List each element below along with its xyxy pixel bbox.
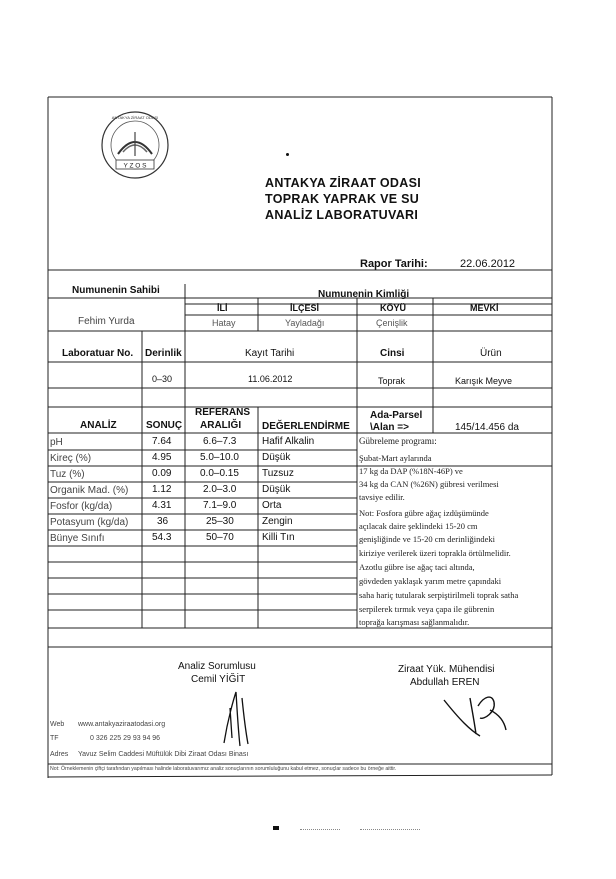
fert-line: tavsiye edilir. bbox=[359, 492, 405, 502]
col-ref-line2: ARALIĞI bbox=[200, 420, 242, 431]
village-value: Çenişlik bbox=[376, 318, 408, 328]
parcel-label-2: \Alan => bbox=[370, 422, 409, 433]
identity-header: Numunenin Kimliği bbox=[318, 289, 410, 300]
fert-line: 34 kg da CAN (%26N) gübresi verilmesi bbox=[359, 479, 499, 489]
seal-top-text: ANTAKYA ZİRAAT ODASI bbox=[111, 115, 159, 120]
row-name: Tuz (%) bbox=[50, 469, 85, 480]
title-line-1: ANTAKYA ZİRAAT ODASI bbox=[265, 176, 421, 190]
speck bbox=[286, 153, 289, 156]
col-record-date: Kayıt Tarihi bbox=[245, 348, 295, 359]
row-eval: Orta bbox=[262, 500, 282, 511]
col-village: KÖYÜ bbox=[380, 303, 407, 313]
fert-line: saha hariç tutularak serpiştirilmeli toprak satha bbox=[359, 590, 519, 600]
row-name: Organik Mad. (%) bbox=[50, 485, 129, 496]
fert-line: Not: Fosfora gübre ağaç izdüşümünde bbox=[359, 508, 489, 518]
tel-label: TF bbox=[50, 735, 59, 742]
row-name: Fosfor (kg/da) bbox=[50, 501, 113, 512]
fert-line: gövdeden yaklaşık yarım metre çapındaki bbox=[359, 576, 502, 586]
responsible-name: Cemil YİĞİT bbox=[191, 674, 246, 685]
row-name: Kireç (%) bbox=[50, 453, 92, 464]
disclaimer: Not: Örneklemenin çiftçi tarafından yapılması halinde laboratuvarımız analiz sonuçlarının sorumluluğunu kabul etmez, sonuçlar sadece bu örneğe aittir. bbox=[50, 766, 397, 772]
parcel-value: 145/14.456 da bbox=[455, 422, 519, 433]
row-name: Bünye Sınıfı bbox=[50, 533, 105, 544]
type-value: Toprak bbox=[378, 376, 406, 386]
row-ref: 50–70 bbox=[206, 532, 234, 543]
record-date-value: 11.06.2012 bbox=[248, 374, 293, 384]
col-lab-no: Laboratuar No. bbox=[62, 348, 134, 359]
address-value: Yavuz Selim Caddesi Müftülük Dibi Ziraat Odası Binası bbox=[78, 751, 249, 758]
report-date-label: Rapor Tarihi: bbox=[360, 258, 428, 270]
row-result: 4.31 bbox=[152, 500, 172, 511]
row-result: 54.3 bbox=[152, 532, 172, 543]
col-province: İLİ bbox=[217, 303, 228, 313]
product-value: Karışık Meyve bbox=[455, 376, 513, 386]
row-result: 36 bbox=[157, 516, 169, 527]
fert-line: toprağa karışması sağlanmalıdır. bbox=[359, 617, 470, 627]
col-eval: DEĞERLENDİRME bbox=[262, 421, 350, 432]
row-eval: Tuzsuz bbox=[262, 468, 294, 479]
speck bbox=[300, 829, 340, 831]
speck bbox=[273, 826, 279, 830]
col-result: SONUÇ bbox=[146, 420, 183, 431]
row-result: 7.64 bbox=[152, 436, 172, 447]
responsible-title: Analiz Sorumlusu bbox=[178, 661, 256, 672]
col-location: MEVKİ bbox=[470, 303, 499, 313]
fert-line: serpilerek tırmık veya çapa ile gübrenin bbox=[359, 604, 495, 614]
col-type: Cinsi bbox=[380, 348, 405, 359]
engineer-name: Abdullah EREN bbox=[410, 677, 480, 688]
report-date: 22.06.2012 bbox=[460, 258, 516, 270]
col-ref-line1: REFERANS bbox=[195, 407, 251, 418]
row-eval: Killi Tın bbox=[262, 532, 295, 543]
row-eval: Hafif Alkalin bbox=[262, 436, 315, 447]
col-district: İLÇESİ bbox=[290, 303, 320, 313]
row-ref: 0.0–0.15 bbox=[200, 468, 239, 479]
row-eval: Zengin bbox=[262, 516, 293, 527]
seal-bottom-text: Y Z O S bbox=[123, 162, 147, 170]
fert-line: 17 kg da DAP (%18N-46P) ve bbox=[359, 466, 463, 476]
depth-value: 0–30 bbox=[152, 374, 173, 384]
row-ref: 25–30 bbox=[206, 516, 234, 527]
row-result: 4.95 bbox=[152, 452, 172, 463]
province-value: Hatay bbox=[212, 318, 236, 328]
signature-responsible bbox=[216, 688, 256, 748]
fert-line: genişliğinde ve 15-20 cm derinliğindeki bbox=[359, 534, 495, 544]
fert-title: Gübreleme programı: bbox=[359, 436, 437, 446]
row-name: pH bbox=[50, 437, 63, 448]
row-result: 0.09 bbox=[152, 468, 172, 479]
signature-engineer bbox=[440, 690, 510, 740]
row-ref: 6.6–7.3 bbox=[203, 436, 237, 447]
col-analysis: ANALİZ bbox=[80, 420, 117, 431]
col-product: Ürün bbox=[480, 348, 502, 359]
address-label: Adres bbox=[50, 751, 69, 758]
title-line-3: ANALİZ LABORATUVARI bbox=[265, 208, 419, 222]
fert-line: Azotlu gübre ise ağaç taci altında, bbox=[359, 562, 475, 572]
row-ref: 7.1–9.0 bbox=[203, 500, 237, 511]
row-eval: Düşük bbox=[262, 484, 291, 495]
web-value: www.antakyaziraatodasi.org bbox=[78, 721, 166, 728]
col-depth: Derinlik bbox=[145, 348, 182, 359]
owner-name: Fehim Yurda bbox=[78, 316, 135, 327]
fert-line: açılacak daire şeklindeki 15-20 cm bbox=[359, 521, 478, 531]
fert-line: kiriziye verilerek üzeri toprakla örtülmelidir. bbox=[359, 548, 511, 558]
row-result: 1.12 bbox=[152, 484, 172, 495]
row-ref: 2.0–3.0 bbox=[203, 484, 237, 495]
parcel-label-1: Ada-Parsel bbox=[370, 410, 423, 421]
speck bbox=[360, 829, 420, 831]
row-eval: Düşük bbox=[262, 452, 291, 463]
row-name: Potasyum (kg/da) bbox=[50, 517, 129, 528]
tel-value: 0 326 225 29 93 94 96 bbox=[90, 735, 161, 742]
row-ref: 5.0–10.0 bbox=[200, 452, 239, 463]
engineer-title: Ziraat Yük. Mühendisi bbox=[398, 664, 495, 675]
owner-header: Numunenin Sahibi bbox=[72, 285, 160, 296]
chamber-seal-logo bbox=[90, 110, 180, 180]
fert-line: Şubat-Mart aylarında bbox=[359, 453, 432, 463]
district-value: Yayladağı bbox=[285, 318, 325, 328]
title-line-2: TOPRAK YAPRAK VE SU bbox=[265, 192, 420, 206]
web-label: Web bbox=[50, 721, 65, 728]
